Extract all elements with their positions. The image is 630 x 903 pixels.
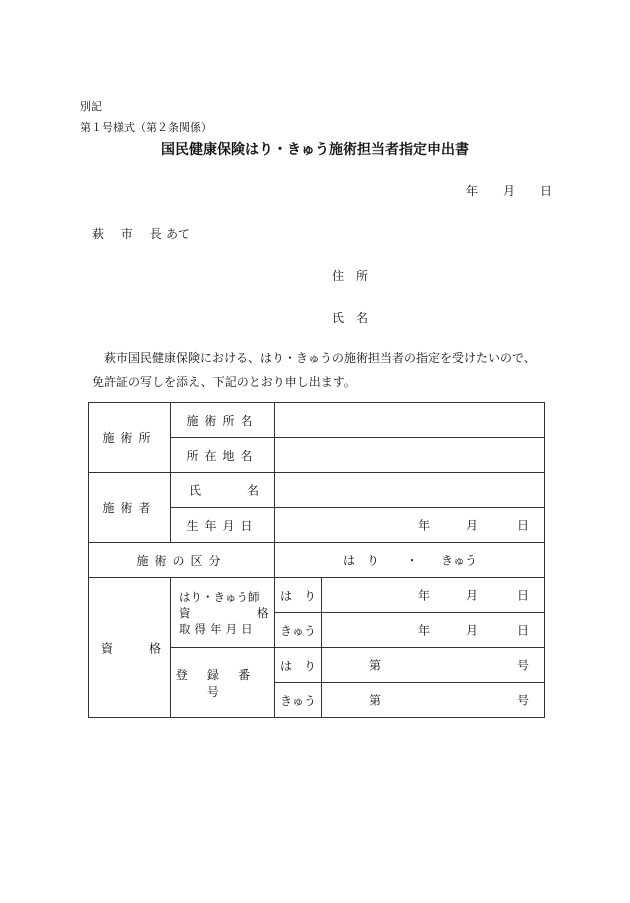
- license-hari-label: は り: [279, 588, 316, 603]
- clinic-address-field[interactable]: [275, 438, 545, 473]
- license-kyu-year: 年: [418, 623, 431, 638]
- registration-hari-dai: 第: [369, 658, 382, 673]
- clinic-name-label: 施術所名: [186, 413, 259, 428]
- birthdate-field[interactable]: [275, 508, 545, 543]
- license-hari-month: 月: [466, 588, 479, 603]
- registration-label: 登録番号: [175, 667, 270, 699]
- division-field[interactable]: [275, 543, 545, 578]
- division-hari[interactable]: は り: [343, 553, 380, 568]
- license-hari-day: 日: [517, 588, 530, 603]
- date-month: 月: [503, 184, 516, 198]
- division-separator: ・: [406, 553, 419, 568]
- license-kyu-label-cell: [275, 613, 322, 648]
- registration-kyu-label: きゅう: [279, 693, 316, 708]
- clinic-name-field[interactable]: [275, 403, 545, 438]
- division-label-cell: [89, 543, 275, 578]
- practitioner-name-label-cell: [171, 473, 275, 508]
- birthdate-label: 生年月日: [186, 518, 259, 533]
- license-kyu-label: きゅう: [279, 623, 316, 638]
- license-kyu-day: 日: [517, 623, 530, 638]
- birthdate-label-cell: [171, 508, 275, 543]
- clinic-name-label-cell: [171, 403, 275, 438]
- license-date-label-cell: [171, 578, 275, 648]
- practitioner-name-field[interactable]: [275, 473, 545, 508]
- license-hari-label-cell: [275, 578, 322, 613]
- practitioner-group-cell: [89, 473, 171, 543]
- body-line-1: 萩市国民健康保険における、はり・きゅうの施術担当者の指定を受けたいので、: [104, 351, 536, 365]
- registration-hari-label: は り: [279, 658, 316, 673]
- clinic-address-label: 所在地名: [186, 448, 259, 463]
- birthdate-year: 年: [418, 518, 431, 533]
- appendix-label: 別記: [80, 100, 102, 113]
- license-kyu-month: 月: [466, 623, 479, 638]
- date-year: 年: [466, 184, 479, 198]
- practitioner-name-label-a: 氏: [189, 483, 202, 498]
- date-day: 日: [540, 184, 553, 198]
- license-kyu-date-field[interactable]: [322, 613, 545, 648]
- registration-hari-go: 号: [517, 658, 530, 673]
- addressee-name: 萩 市 長: [92, 227, 165, 241]
- license-label-line-3: 取得年月日: [179, 621, 257, 636]
- clinic-group-cell: [89, 403, 171, 473]
- name-label: 氏 名: [332, 311, 369, 325]
- practitioner-group-label: 施術者: [102, 501, 157, 515]
- birthdate-day: 日: [517, 518, 530, 533]
- qualification-group-cell: [89, 578, 171, 718]
- birthdate-month: 月: [466, 518, 479, 533]
- license-label-line-2b: 格: [257, 605, 269, 620]
- registration-hari-label-cell: [275, 648, 322, 683]
- license-label-line-2a: 資: [179, 605, 191, 620]
- application-table: [88, 402, 545, 718]
- page-title: 国民健康保険はり・きゅう施術担当者指定申出書: [161, 142, 469, 158]
- form-number: 第１号様式（第２条関係）: [80, 121, 212, 134]
- license-label-line-1: はり・きゅう師: [179, 589, 260, 604]
- registration-kyu-label-cell: [275, 683, 322, 718]
- address-label: 住 所: [332, 269, 369, 283]
- qualification-group-label-a: 資: [101, 641, 114, 655]
- registration-label-cell: [171, 648, 275, 718]
- division-kyu[interactable]: きゅう: [441, 553, 478, 568]
- clinic-address-label-cell: [171, 438, 275, 473]
- qualification-group-label-b: 格: [149, 641, 162, 655]
- clinic-group-label: 施術所: [102, 431, 157, 445]
- registration-kyu-field[interactable]: [322, 683, 545, 718]
- addressee-suffix: あて: [166, 227, 191, 241]
- registration-kyu-dai: 第: [369, 693, 382, 708]
- registration-kyu-go: 号: [517, 693, 530, 708]
- license-hari-year: 年: [418, 588, 431, 603]
- registration-hari-field[interactable]: [322, 648, 545, 683]
- division-label: 施術の区分: [136, 553, 227, 568]
- body-line-2: 免許証の写しを添え、下記のとおり申し出ます。: [92, 375, 356, 389]
- license-hari-date-field[interactable]: [322, 578, 545, 613]
- practitioner-name-label-b: 名: [247, 483, 260, 498]
